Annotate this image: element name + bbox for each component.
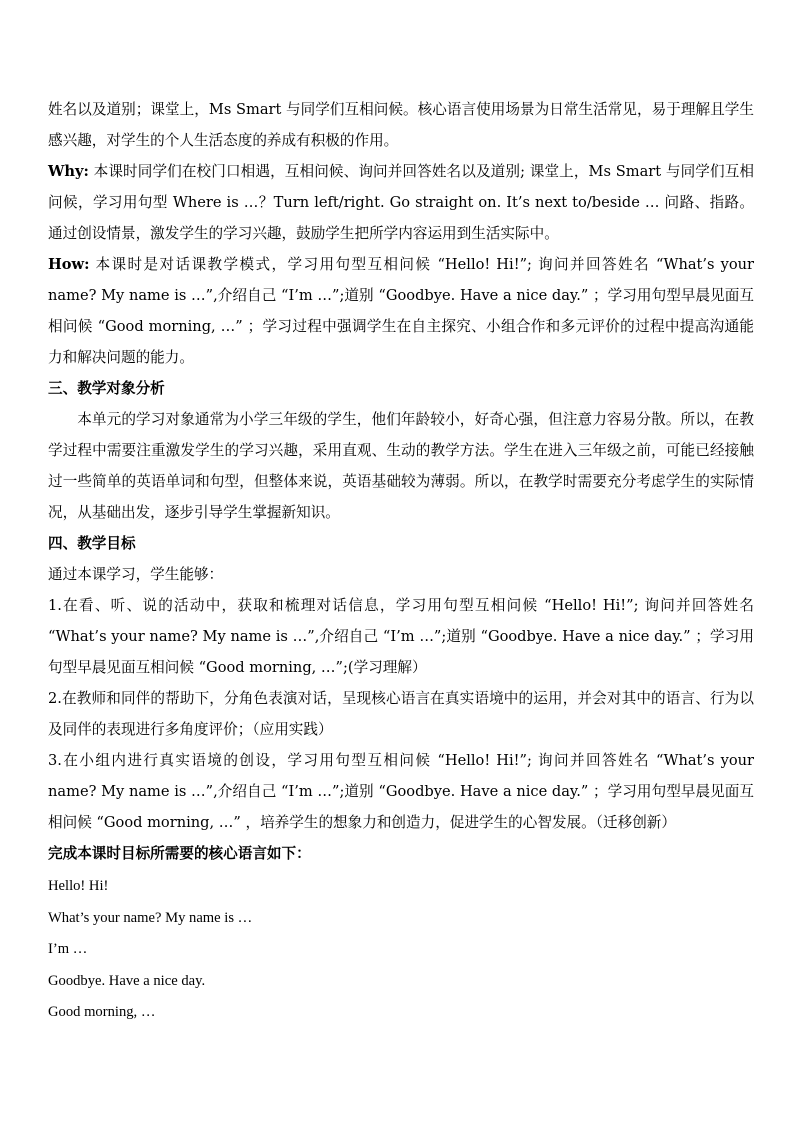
how-label: How: bbox=[48, 256, 90, 273]
core-language-line: Goodbye. Have a nice day. bbox=[48, 972, 206, 989]
paragraph-learners: 本单元的学习对象通常为小学三年级的学生，他们年龄较小，好奇心强，但注意力容易分散。所以，在教学过程中需要注重激发学生的学习兴趣，采用直观、生动的教学方法。学生在进入三年级之前，可能已经接触过一些简单的英语单词和句型，但整体来说，英语基础较为薄弱。所以，在教学时需要充分考虑学生的实际情况，从基础出发，逐步引导学生掌握新知识。 bbox=[48, 411, 754, 521]
core-language-line: I’m … bbox=[48, 941, 88, 957]
why-label: Why: bbox=[48, 163, 89, 180]
core-language-line: What’s your name? My name is … bbox=[48, 909, 253, 926]
section-heading-objectives: 四、教学目标 bbox=[48, 535, 136, 552]
core-language-line: Hello! Hi! bbox=[48, 878, 109, 894]
core-language-heading: 完成本课时目标所需要的核心语言如下： bbox=[48, 845, 311, 862]
core-language-line: Good morning, … bbox=[48, 1004, 156, 1020]
objective-1: 1.在看、听、说的活动中，获取和梳理对话信息，学习用句型互相问候 “Hello! Hi!”; 询问并回答姓名 “What’s your name? My name is …”,介绍自己 “I’m …”;道别 “Goodbye. Have a nice day.” ；学习用句型早晨见面互相问候 “Good morning, …”;(学习理解） bbox=[48, 597, 754, 676]
objective-2: 2.在教师和同伴的帮助下，分角色表演对话，呈现核心语言在真实语境中的运用，并会对其中的语言、行为以及同伴的表现进行多角度评价；（应用实践） bbox=[48, 690, 754, 738]
objectives-intro: 通过本课学习，学生能够： bbox=[48, 566, 224, 583]
document-page bbox=[48, 94, 754, 1029]
objective-3: 3.在小组内进行真实语境的创设，学习用句型互相问候 “Hello! Hi!”; 询问并回答姓名 “What’s your name? My name is …”,介绍自己 “I’m …”;道别 “Goodbye. Have a nice day.” ；学习用句型早晨见面互相问候 “Good morning, …” ，培养学生的想象力和创造力，促进学生的心智发展。（迁移创新） bbox=[48, 752, 754, 831]
paragraph-how bbox=[48, 249, 754, 373]
paragraph-continuation: 姓名以及道别；课堂上，Ms Smart 与同学们互相问候。核心语言使用场景为日常生活常见，易于理解且学生感兴趣，对学生的个人生活态度的养成有积极的作用。 bbox=[48, 101, 754, 149]
paragraph-why bbox=[48, 156, 754, 249]
how-text: 本课时是对话课教学模式，学习用句型互相问候 “Hello! Hi!”; 询问并回答姓名 “What’s your name? My name is …”,介绍自己 “I’m …”;道别 “Goodbye. Have a nice day.” ；学习用句型早晨见面互相问候 “Good morning, …” ；学习过程中强调学生在自主探究、小组合作和多元评价的过程中提高沟通能力和解决问题的能力。 bbox=[48, 256, 754, 366]
section-heading-learners: 三、教学对象分析 bbox=[48, 380, 165, 397]
why-text: 本课时同学们在校门口相遇，互相问候、询问并回答姓名以及道别; 课堂上，Ms Smart 与同学们互相问候，学习用句型 Where is …？Turn left/right. Go straight on. It’s next to/beside … 问路、指路。通过创设情景，激发学生的学习兴趣，鼓励学生把所学内容运用到生活实际中。 bbox=[48, 163, 754, 242]
core-language-list bbox=[48, 871, 754, 1029]
